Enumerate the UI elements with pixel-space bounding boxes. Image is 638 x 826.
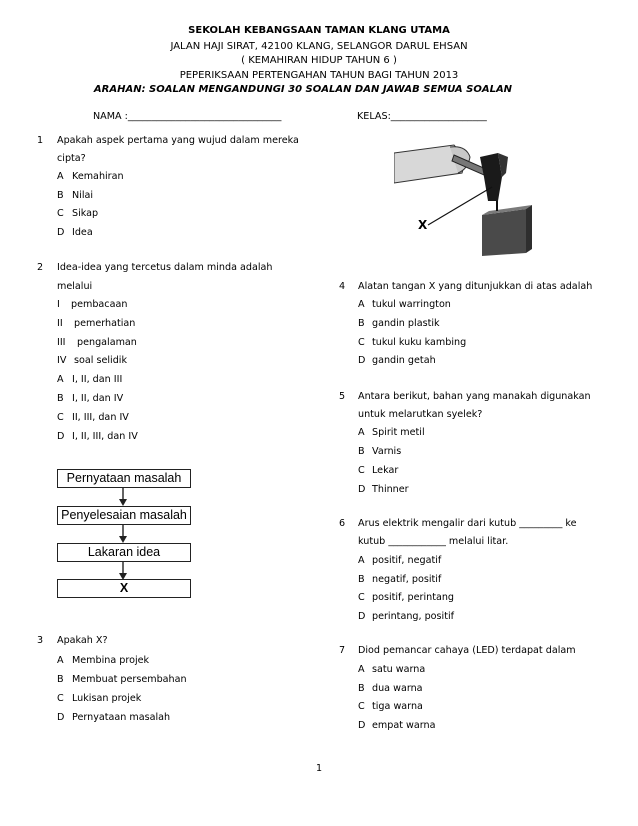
option-letter: B xyxy=(57,674,64,685)
exam-title: PEPERIKSAAN PERTENGAHAN TAHUN BAGI TAHUN 2013 xyxy=(179,70,459,81)
option-text: tukul kuku kambing xyxy=(372,337,467,348)
option-text: Nilai xyxy=(72,190,94,201)
option-text: Pernyataan masalah xyxy=(72,712,171,723)
option-letter: A xyxy=(358,664,365,675)
question-number: 6 xyxy=(339,518,346,529)
question-stem: Apakah aspek pertama yang wujud dalam mereka xyxy=(57,135,299,146)
school-address: JALAN HAJI SIRAT, 42100 KLANG, SELANGOR DARUL EHSAN xyxy=(170,41,468,52)
option-letter: C xyxy=(358,337,365,348)
option-text: Membuat persembahan xyxy=(72,674,187,685)
page-number: 1 xyxy=(316,763,323,774)
statement-roman: I xyxy=(57,299,60,310)
option-text: tiga warna xyxy=(372,701,423,712)
statement-text: soal selidik xyxy=(74,355,128,366)
question-number: 1 xyxy=(37,135,44,146)
question-number: 4 xyxy=(339,281,346,292)
option-text: Lukisan projek xyxy=(72,693,142,704)
question-stem: kutub ____________ melalui litar. xyxy=(358,536,509,547)
option-text: Kemahiran xyxy=(72,171,124,182)
option-text: Lekar xyxy=(372,465,399,476)
option-letter: B xyxy=(358,574,365,585)
statement-text: pemerhatian xyxy=(74,318,136,329)
class-field: KELAS:____________________ xyxy=(357,111,487,122)
option-letter: C xyxy=(57,693,64,704)
option-text: Sikap xyxy=(72,208,99,219)
option-text: dua warna xyxy=(372,683,423,694)
hammer-label-x: X xyxy=(418,218,428,232)
question-stem: Alatan tangan X yang ditunjukkan di atas adalah xyxy=(358,281,593,292)
question-stem: cipta? xyxy=(57,153,86,164)
option-letter: B xyxy=(57,393,64,404)
option-letter: A xyxy=(57,655,64,666)
statement-roman: II xyxy=(57,318,63,329)
statement-roman: III xyxy=(57,337,66,348)
hammer-illustration xyxy=(394,143,536,256)
question-number: 7 xyxy=(339,645,346,656)
option-text: perintang, positif xyxy=(372,611,455,622)
flowchart-step: Lakaran idea xyxy=(57,543,191,562)
option-letter: B xyxy=(358,446,365,457)
option-text: I, II, dan IV xyxy=(72,393,124,404)
option-letter: B xyxy=(358,683,365,694)
school-name: SEKOLAH KEBANGSAAN TAMAN KLANG UTAMA xyxy=(188,25,450,36)
option-letter: D xyxy=(358,355,366,366)
question-number: 5 xyxy=(339,391,346,402)
option-letter: C xyxy=(57,412,64,423)
option-text: negatif, positif xyxy=(372,574,442,585)
option-letter: D xyxy=(358,484,366,495)
option-letter: D xyxy=(57,227,65,238)
question-stem: Diod pemancar cahaya (LED) terdapat dalam xyxy=(358,645,576,656)
flowchart-step: Pernyataan masalah xyxy=(57,469,191,488)
option-letter: A xyxy=(358,299,365,310)
option-text: empat warna xyxy=(372,720,436,731)
option-text: Thinner xyxy=(372,484,409,495)
down-arrow-icon xyxy=(117,561,129,581)
down-arrow-icon xyxy=(117,487,129,507)
option-letter: C xyxy=(358,701,365,712)
option-letter: D xyxy=(57,431,65,442)
option-text: gandin plastik xyxy=(372,318,440,329)
question-stem: Apakah X? xyxy=(57,635,108,646)
question-stem: Idea-idea yang tercetus dalam minda adalah xyxy=(57,262,273,273)
question-stem: Antara berikut, bahan yang manakah digunakan xyxy=(358,391,591,402)
name-field: NAMA :________________________________ xyxy=(93,111,282,122)
option-text: Varnis xyxy=(372,446,402,457)
question-number: 3 xyxy=(37,635,44,646)
option-text: tukul warrington xyxy=(372,299,451,310)
option-letter: D xyxy=(358,611,366,622)
down-arrow-icon xyxy=(117,524,129,544)
option-letter: D xyxy=(57,712,65,723)
exam-instruction: ARAHAN: SOALAN MENGANDUNGI 30 SOALAN DAN JAWAB SEMUA SOALAN xyxy=(93,84,513,95)
statement-roman: IV xyxy=(57,355,67,366)
flowchart-step-x: X xyxy=(57,579,191,598)
question-stem: untuk melarutkan syelek? xyxy=(358,409,483,420)
option-letter: C xyxy=(358,465,365,476)
option-text: positif, negatif xyxy=(372,555,442,566)
option-text: II, III, dan IV xyxy=(72,412,129,423)
option-text: positif, perintang xyxy=(372,592,455,603)
option-text: Idea xyxy=(72,227,93,238)
option-text: Spirit metil xyxy=(372,427,425,438)
statement-text: pembacaan xyxy=(71,299,128,310)
option-text: Membina projek xyxy=(72,655,150,666)
question-number: 2 xyxy=(37,262,44,273)
option-letter: C xyxy=(358,592,365,603)
option-text: I, II, dan III xyxy=(72,374,123,385)
option-letter: A xyxy=(57,374,64,385)
option-letter: C xyxy=(57,208,64,219)
option-letter: A xyxy=(57,171,64,182)
statement-text: pengalaman xyxy=(77,337,137,348)
option-letter: B xyxy=(358,318,365,329)
flowchart-step: Penyelesaian masalah xyxy=(57,506,191,525)
question-stem: Arus elektrik mengalir dari kutub _________ ke xyxy=(358,518,577,529)
option-text: satu warna xyxy=(372,664,426,675)
option-letter: D xyxy=(358,720,366,731)
exam-subject: ( KEMAHIRAN HIDUP TAHUN 6 ) xyxy=(241,55,397,66)
option-letter: B xyxy=(57,190,64,201)
option-text: gandin getah xyxy=(372,355,436,366)
option-letter: A xyxy=(358,555,365,566)
option-letter: A xyxy=(358,427,365,438)
question-stem: melalui xyxy=(57,281,93,292)
option-text: I, II, III, dan IV xyxy=(72,431,138,442)
